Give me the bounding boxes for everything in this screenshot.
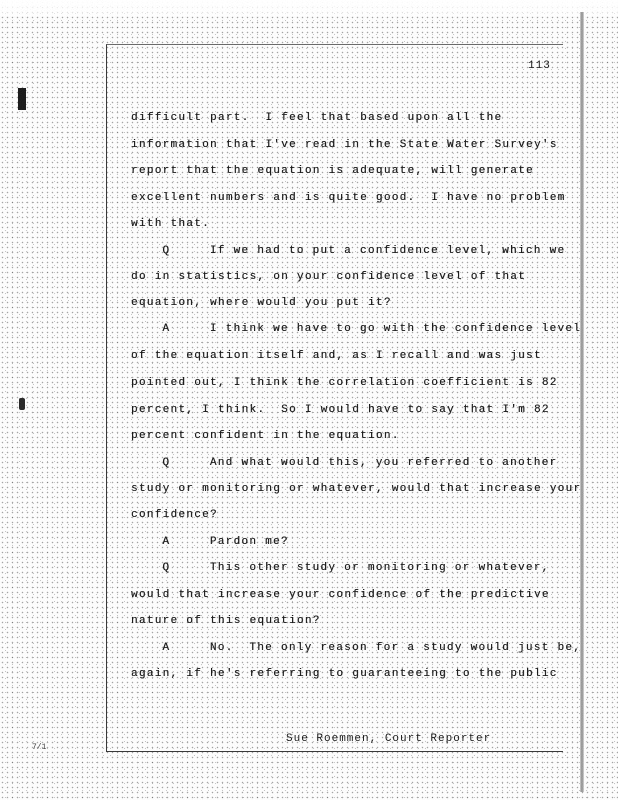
transcript-line: do in statistics, on your confidence level of that xyxy=(131,271,527,283)
transcript-line: A I think we have to go with the confidence level xyxy=(115,323,582,335)
transcript-line: of the equation itself and, as I recall and was just xyxy=(131,350,542,362)
transcript-line: difficult part. I feel that based upon all the xyxy=(131,112,503,124)
page-number: 113 xyxy=(528,60,551,72)
transcript-line: with that. xyxy=(131,218,211,230)
transcript-line: report that the equation is adequate, will generate xyxy=(131,165,534,177)
transcript-line: nature of this equation? xyxy=(131,615,321,627)
binding-mark xyxy=(18,88,26,110)
transcript-line: study or monitoring or whatever, would that increase your xyxy=(131,483,582,495)
transcript-line: A Pardon me? xyxy=(115,536,289,548)
court-reporter-footer: Sue Roemmen, Court Reporter xyxy=(286,733,492,745)
scan-top-margin xyxy=(0,0,618,16)
transcript-line: excellent numbers and is quite good. I have no problem xyxy=(131,192,566,204)
transcript-line: percent, I think. So I would have to say that I'm 82 xyxy=(131,404,550,416)
transcript-line: pointed out, I think the correlation coefficient is 82 xyxy=(131,377,558,389)
transcript-line: would that increase your confidence of the predictive xyxy=(131,589,550,601)
transcript-line: information that I've read in the State Water Survey's xyxy=(131,139,558,151)
transcript-line: Q And what would this, you referred to another xyxy=(115,457,558,469)
transcript-line: Q If we had to put a confidence level, which we xyxy=(115,245,566,257)
footer-margin-note: 7/1 xyxy=(32,743,47,752)
transcript-line: equation, where would you put it? xyxy=(131,297,392,309)
transcript-line: confidence? xyxy=(131,509,218,521)
transcript-line: Q This other study or monitoring or whatever, xyxy=(115,562,550,574)
punch-hole xyxy=(19,398,25,410)
scan-page-edge xyxy=(580,12,584,792)
transcript-line: percent confident in the equation. xyxy=(131,430,400,442)
transcript-line: A No. The only reason for a study would just be, xyxy=(115,642,582,654)
transcript-line: again, if he's referring to guaranteeing to the public xyxy=(131,668,558,680)
